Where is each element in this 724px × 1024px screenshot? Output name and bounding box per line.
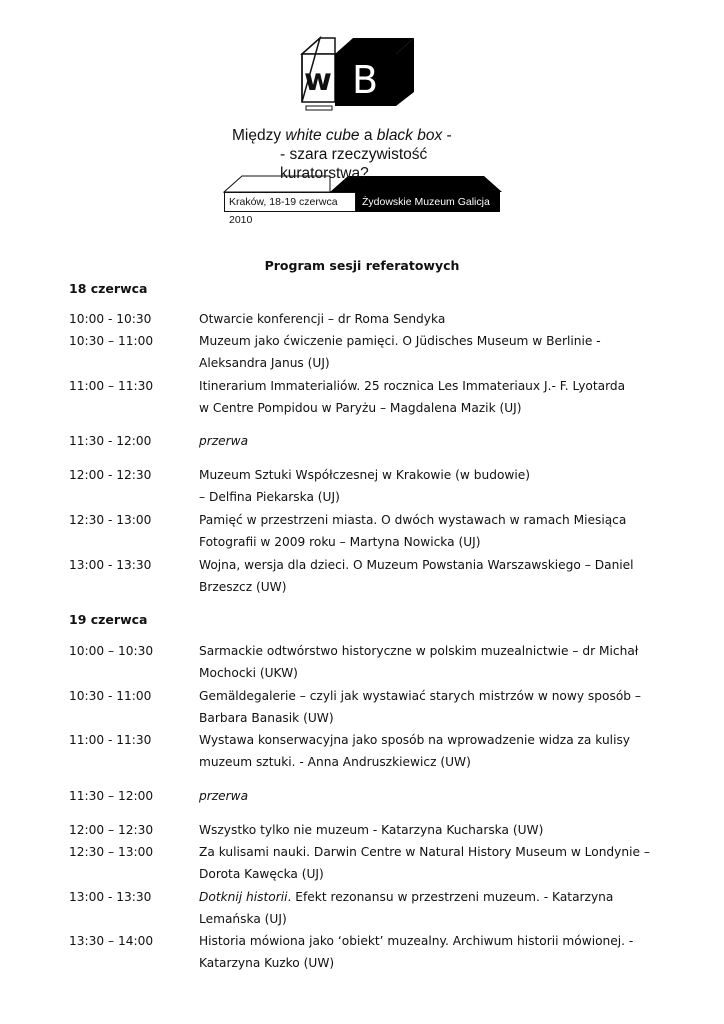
venue-label: Żydowskie Muzeum Galicja: [356, 192, 500, 212]
session-time: 10:00 - 10:30: [69, 312, 152, 326]
session-description: [199, 685, 659, 730]
session-description-line: Muzeum Sztuki Współczesnej w Krakowie (w budowie): [199, 468, 531, 482]
session-time: 11:00 – 11:30: [69, 379, 154, 393]
session-description: [199, 841, 659, 886]
tagline-line-1: Między white cube a black box -: [232, 127, 452, 144]
session-description: [199, 330, 659, 375]
session-description-line: Muzeum jako ćwiczenie pamięci. O Jüdisches Museum w Berlinie -: [199, 334, 601, 348]
session-description: [199, 464, 659, 509]
session-time: 13:00 - 13:30: [69, 890, 152, 904]
session-description: [199, 430, 659, 452]
session-description: [199, 308, 659, 330]
session-description-line: Barbara Banasik (UW): [199, 711, 334, 726]
session-time: 11:30 – 12:00: [69, 789, 154, 803]
session-time: 13:30 – 14:00: [69, 934, 154, 948]
session-time: 12:00 - 12:30: [69, 468, 152, 482]
place-date-label: Kraków, 18-19 czerwca 2010: [224, 192, 356, 212]
session-description-line: Wojna, wersja dla dzieci. O Muzeum Powstania Warszawskiego – Daniel: [199, 558, 634, 572]
session-time: 10:30 – 11:00: [69, 334, 154, 348]
session-description-line: przerwa: [199, 434, 249, 448]
session-time: 12:30 - 13:00: [69, 513, 152, 527]
session-description: [199, 375, 659, 420]
session-time: 12:30 – 13:00: [69, 845, 154, 859]
session-description: [199, 554, 659, 599]
logo-letter-b: B: [351, 58, 379, 102]
session-description-line: Wystawa konserwacyjna jako sposób na wprowadzenie widza za kulisy: [199, 733, 631, 747]
session-time: 10:30 - 11:00: [69, 689, 152, 703]
session-description-line: w Centre Pompidou w Paryżu – Magdalena Mazik (UJ): [199, 401, 522, 416]
session-description-line: Fotografii w 2009 roku – Martyna Nowicka (UJ): [199, 535, 481, 550]
session-description-line: Brzeszcz (UW): [199, 580, 287, 595]
session-description: [199, 729, 659, 774]
day-heading: 19 czerwca: [69, 612, 148, 627]
session-description-line: Dorota Kawęcka (UJ): [199, 867, 324, 882]
session-time: 11:30 - 12:00: [69, 434, 152, 448]
session-description-line: Aleksandra Janus (UJ): [199, 356, 330, 371]
page-title: Program sesji referatowych: [264, 258, 460, 273]
logo-letter-w: w: [304, 63, 332, 98]
session-description-line: muzeum sztuki. - Anna Andruszkiewicz (UW): [199, 755, 471, 770]
session-description-line: Historia mówiona jako ‘obiekt’ muzealny. Archiwum historii mówionej. -: [199, 934, 634, 948]
session-description-line: Katarzyna Kuzko (UW): [199, 956, 335, 971]
session-description-line: Mochocki (UKW): [199, 666, 298, 681]
conference-tagline: [232, 126, 512, 183]
session-description-line: Gemäldegalerie – czyli jak wystawiać starych mistrzów w nowy sposób –: [199, 689, 641, 703]
session-description-line: Sarmackie odtwórstwo historyczne w polskim muzealnictwie – dr Michał: [199, 644, 639, 658]
session-time: 13:00 - 13:30: [69, 558, 152, 572]
session-description-line: przerwa: [199, 789, 249, 803]
session-description-line: – Delfina Piekarska (UJ): [199, 490, 340, 505]
session-time: 11:00 - 11:30: [69, 733, 152, 747]
tagline-line-2: - szara rzeczywistość kuratorstwa?: [280, 146, 428, 182]
session-description-line: Lemańska (UJ): [199, 912, 287, 927]
session-description: [199, 640, 659, 685]
session-description: [199, 819, 659, 841]
session-time: 12:00 – 12:30: [69, 823, 154, 837]
session-description: [199, 886, 659, 931]
session-italic-title: Dotknij historii: [199, 890, 288, 904]
session-description: [199, 785, 659, 807]
session-description-line: Wszystko tylko nie muzeum - Katarzyna Kucharska (UW): [199, 823, 544, 837]
session-description: [199, 930, 659, 975]
session-description-line: Itinerarium Immaterialiów. 25 rocznica Les Immateriaux J.- F. Lyotarda: [199, 379, 626, 393]
session-description-line: Pamięć w przestrzeni miasta. O dwóch wystawach w ramach Miesiąca: [199, 513, 627, 527]
session-time: 10:00 – 10:30: [69, 644, 154, 658]
session-description: [199, 509, 659, 554]
session-description-line: Za kulisami nauki. Darwin Centre w Natural History Museum w Londynie –: [199, 845, 650, 859]
session-description-line: Otwarcie konferencji – dr Roma Sendyka: [199, 312, 446, 326]
day-heading: 18 czerwca: [69, 281, 148, 296]
session-description-line: Dotknij historii. Efekt rezonansu w przestrzeni muzeum. - Katarzyna: [199, 890, 614, 904]
